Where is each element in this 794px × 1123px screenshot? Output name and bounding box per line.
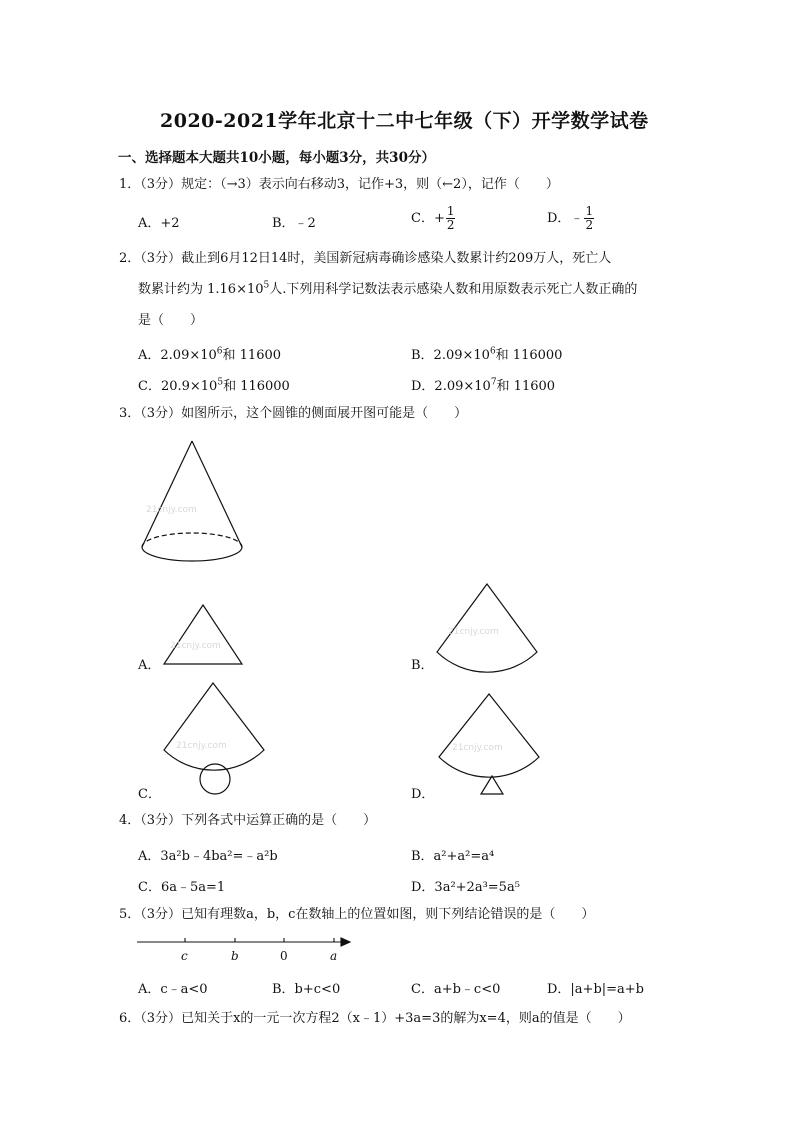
q5-option-d[interactable]: D．|a+b|=a+b xyxy=(547,982,645,997)
q4-option-c[interactable]: C．6a﹣5a=1 xyxy=(138,880,226,895)
q5-option-b[interactable]: B．b+c<0 xyxy=(272,982,341,997)
q3-option-d-figure-triangle xyxy=(481,776,503,794)
q4-option-b[interactable]: B．a²+a²=a⁴ xyxy=(411,849,495,864)
question-score: （3分） xyxy=(140,1011,182,1026)
q3-option-d-figure-sector xyxy=(439,694,539,777)
question-2-line3: 是（ ） xyxy=(138,313,204,328)
question-text-line1: 截止到6月12日14时，美国新冠病毒确诊感染人数累计约209万人，死亡人 xyxy=(181,251,612,266)
q3-option-a[interactable]: A． xyxy=(138,658,161,673)
q5-option-a[interactable]: A．c﹣a<0 xyxy=(138,982,208,997)
question-text: 已知有理数a，b，c在数轴上的位置如图，则下列结论错误的是（ ） xyxy=(181,907,595,922)
option-prefix: C．+ xyxy=(411,211,445,226)
question-text: 如图所示，这个圆锥的侧面展开图可能是（ ） xyxy=(181,406,468,421)
axis-label-c: c xyxy=(181,949,188,963)
fraction-one-half: $\frac{1}{2}$ xyxy=(446,204,455,232)
question-text: 已知关于x的一元一次方程2（x﹣1）+3a=3的解为x=4，则a的值是（ ） xyxy=(181,1011,631,1026)
q2-option-d[interactable]: D．$2.09\times 10^7$和 11600 xyxy=(411,377,556,394)
question-5 xyxy=(119,906,594,924)
question-6 xyxy=(119,1010,631,1028)
q4-option-d[interactable]: D．3a²+2a³=5a⁵ xyxy=(411,880,520,895)
q5-number-line xyxy=(137,938,350,946)
question-number: 2． xyxy=(119,251,141,266)
question-score: （3分） xyxy=(140,907,182,922)
question-number: 5． xyxy=(119,907,141,922)
question-score: （3分） xyxy=(140,813,182,828)
axis-label-a: a xyxy=(330,949,338,963)
question-number: 4． xyxy=(119,813,141,828)
section-heading: 一、选择题本大题共10小题，每小题3分，共30分） xyxy=(118,150,435,166)
question-score: （3分） xyxy=(140,251,182,266)
question-score: （3分） xyxy=(140,406,182,421)
question-text: 下列各式中运算正确的是（ ） xyxy=(181,813,377,828)
question-number: 3． xyxy=(119,406,141,421)
option-prefix: D．﹣ xyxy=(547,211,584,226)
q1-option-b[interactable]: B．﹣2 xyxy=(272,216,316,231)
watermark: 21cnjy.com xyxy=(448,627,499,637)
q3-option-a-figure xyxy=(164,605,242,664)
q3-option-c[interactable]: C． xyxy=(138,787,161,802)
question-4 xyxy=(119,812,376,830)
question-number: 1． xyxy=(119,177,141,192)
question-2-line2: 数累计约为 $1.16\times 10^5$人.下列用科学记数法表示感染人数和用原数表示死亡人数正确的 xyxy=(138,280,638,297)
cone-figure xyxy=(142,441,242,561)
axis-label-b: b xyxy=(231,949,239,963)
watermark: 21cnjy.com xyxy=(176,741,227,751)
q3-option-d[interactable]: D． xyxy=(411,787,435,802)
question-score: （3分） xyxy=(140,177,182,192)
q3-option-c-figure-sector xyxy=(164,683,264,770)
axis-label-zero: 0 xyxy=(280,949,288,963)
q4-option-a[interactable]: A．3a²b﹣4ba²=﹣a²b xyxy=(138,849,278,864)
fraction-one-half: $\frac{1}{2}$ xyxy=(585,204,594,232)
watermark: 21cnjy.com xyxy=(170,641,221,651)
q2-option-a[interactable]: A．$2.09\times 10^6$和 11600 xyxy=(138,346,282,363)
q1-option-a[interactable]: A．+2 xyxy=(138,216,180,231)
q5-option-c[interactable]: C．a+b﹣c<0 xyxy=(411,982,501,997)
watermark: 21cnjy.com xyxy=(146,505,197,515)
q2-option-c[interactable]: C．$20.9\times 10^5$和 116000 xyxy=(138,377,290,394)
question-text: 规定：（→3）表示向右移动3，记作+3，则（←2），记作（ ） xyxy=(181,177,559,192)
q3-option-c-figure-circle xyxy=(200,764,230,794)
watermark: 21cnjy.com xyxy=(452,743,503,753)
q3-option-b[interactable]: B． xyxy=(411,658,434,673)
q2-option-b[interactable]: B．$2.09\times 10^6$和 116000 xyxy=(411,346,563,363)
question-number: 6． xyxy=(119,1011,141,1026)
page-title: 2020-2021学年北京十二中七年级（下）开学数学试卷 xyxy=(160,110,649,132)
